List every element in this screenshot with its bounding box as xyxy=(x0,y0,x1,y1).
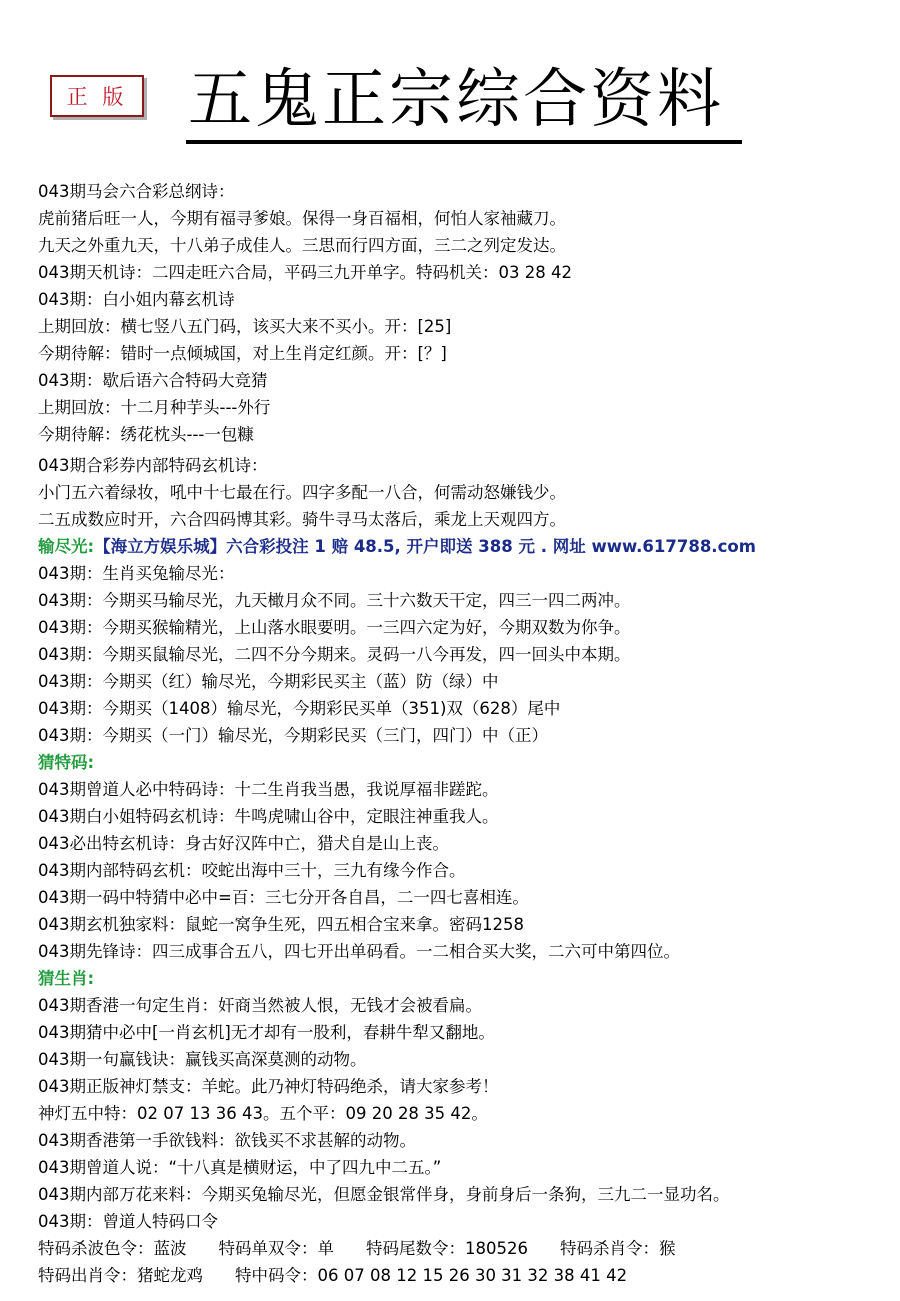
text-line: 043期天机诗：二四走旺六合局，平码三九开单字。特码机关：03 28 42 xyxy=(38,263,572,282)
text-line: 043期：歇后语六合特码大竞猜 xyxy=(38,371,268,390)
text-line: 043期白小姐特码玄机诗：牛鸣虎啸山谷中，定眼注神重我人。 xyxy=(38,807,499,826)
text-line: 043期：白小姐内幕玄机诗 xyxy=(38,290,235,309)
title-underline xyxy=(186,140,742,144)
text-line: 043期：今期买马输尽光，九天橄月众不同。三十六数天干定，四三一四二两冲。 xyxy=(38,591,631,610)
text-line: 043期：今期买（1408）输尽光，今期彩民买单（351)双（628）尾中 xyxy=(38,699,561,718)
order-special-numbers: 特中码令：06 07 08 12 15 26 30 31 32 38 41 42 xyxy=(235,1266,628,1285)
text-line: 043期猜中必中[一肖玄机]无才却有一股利，春耕牛犁又翻地。 xyxy=(38,1023,495,1042)
text-line: 043期曾道人说：“十八真是横财运，中了四九中二五。” xyxy=(38,1158,442,1177)
text-line: 043期一句赢钱诀：赢钱买高深莫测的动物。 xyxy=(38,1050,367,1069)
section-heading-guess-zodiac: 猜生肖: xyxy=(38,969,95,988)
order-out-zodiac: 特码出肖令：猪蛇龙鸡 xyxy=(38,1266,203,1285)
text-line: 043期：今期买（红）输尽光，今期彩民买主（蓝）防（绿）中 xyxy=(38,672,499,691)
order-kill-wave-color: 特码杀波色令：蓝波 xyxy=(38,1239,187,1258)
text-line: 043期：今期买鼠输尽光，二四不分今期来。灵码一八今再发，四一回头中本期。 xyxy=(38,645,631,664)
text-line: 043期正版神灯禁支：羊蛇。此乃神灯特码绝杀，请大家参考！ xyxy=(38,1077,499,1096)
text-line: 043期：今期买（一门）输尽光，今期彩民买（三门，四门）中（正） xyxy=(38,726,548,745)
text-line: 043期曾道人必中特码诗：十二生肖我当愚，我说厚福非蹉跎。 xyxy=(38,780,499,799)
text-line: 九天之外重九天，十八弟子成佳人。三思而行四方面，三二之列定发达。 xyxy=(38,236,566,255)
edition-badge: 正 版 xyxy=(50,75,144,117)
text-line: 今期待解：绣花枕头---一包糠 xyxy=(38,425,254,444)
section-heading-lose-all: 输尽光: xyxy=(38,537,95,556)
order-row xyxy=(38,1262,890,1289)
order-odd-even: 特码单双令：单 xyxy=(218,1239,334,1258)
text-line: 043期：今期买猴输精光，上山落水眼要明。一三四六定为好，今期双数为你争。 xyxy=(38,618,631,637)
advert-text: 【海立方娱乐城】六合彩投注 1 赔 48.5, 开户即送 388 元 . 网址 www.617788.com xyxy=(94,537,756,556)
order-tail-number: 特码尾数令：180526 xyxy=(366,1239,528,1258)
text-line: 虎前猪后旺一人，今期有福寻爹娘。保得一身百福相，何怕人家袖藏刀。 xyxy=(38,209,566,228)
advert-line xyxy=(38,533,890,560)
text-line: 043必出特玄机诗：身古好汉阵中亡，猎犬自是山上丧。 xyxy=(38,834,449,853)
text-line: 上期回放：十二月种芋头---外行 xyxy=(38,398,271,417)
text-line: 043期香港一句定生肖：奸商当然被人恨，无钱才会被看扁。 xyxy=(38,996,482,1015)
main-content xyxy=(38,178,890,1289)
text-line: 043期合彩券内部特码玄机诗： xyxy=(38,456,268,475)
order-kill-zodiac: 特码杀肖令：猴 xyxy=(560,1239,676,1258)
text-line: 神灯五中特：02 07 13 36 43。五个平：09 20 28 35 42。 xyxy=(38,1104,488,1123)
text-line: 今期待解：错时一点倾城国，对上生肖定红颜。开：[？] xyxy=(38,344,447,363)
text-line: 043期内部特码玄机：咬蛇出海中三十，三九有缘今作合。 xyxy=(38,861,466,880)
text-line: 043期玄机独家料：鼠蛇一窝争生死，四五相合宝来拿。密码1258 xyxy=(38,915,524,934)
text-line: 043期内部万花来料：今期买兔输尽光，但愿金银常伴身，身前身后一条狗，三九二一显功名。 xyxy=(38,1185,730,1204)
section-heading-guess-special: 猜特码: xyxy=(38,753,95,772)
text-line: 二五成数应时开，六合四码博其彩。骑牛寻马太落后，乘龙上天观四方。 xyxy=(38,510,566,529)
order-row xyxy=(38,1235,890,1262)
text-line: 043期：曾道人特码口令 xyxy=(38,1212,218,1231)
text-line: 043期先锋诗：四三成事合五八，四七开出单码看。一二相合买大奖，二六可中第四位。 xyxy=(38,942,680,961)
text-line: 043期一码中特猜中必中=百：三七分开各自昌，二一四七喜相连。 xyxy=(38,888,529,907)
text-line: 043期香港第一手欲钱料：欲钱买不求甚解的动物。 xyxy=(38,1131,416,1150)
page-title: 五鬼正宗综合资料 xyxy=(188,63,724,137)
text-line: 小门五六着绿妆，吼中十七最在行。四字多配一八合，何需动怒嫌钱少。 xyxy=(38,483,566,502)
text-line: 043期：生肖买兔输尽光： xyxy=(38,564,235,583)
text-line: 上期回放：横七竖八五门码，该买大来不买小。开：[25] xyxy=(38,317,452,336)
text-line: 043期马会六合彩总纲诗： xyxy=(38,182,235,201)
